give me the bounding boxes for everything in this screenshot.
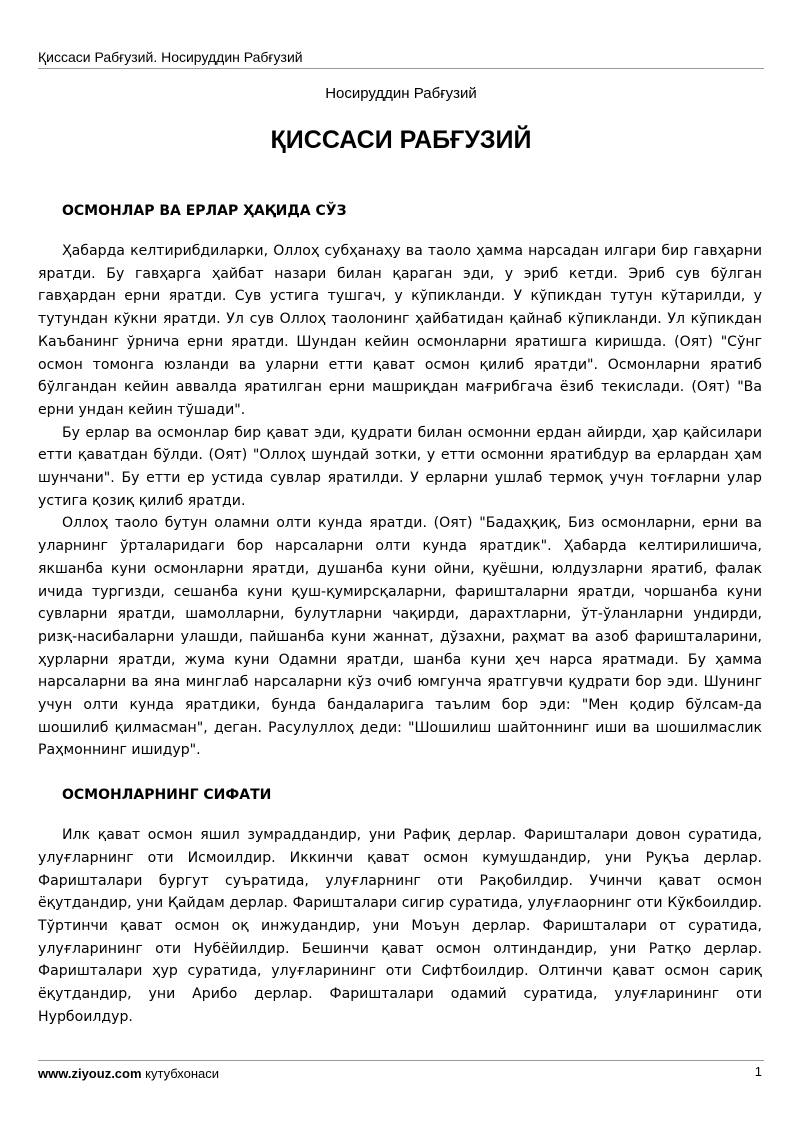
paragraph: Бу ерлар ва осмонлар бир қават эди, қудрати билан осмонни ердан айирди, ҳар қайсилари етти қаватдан бўлди. (Оят) "Оллоҳ шундай зотки, у етти осмонни яратибдур ва ерлардан ҳам шунчани". Бу етти ер устида сувлар яратилди. У ерларни ушлаб термоқ учун тоғларни улар устига қозиқ қилиб яратди. xyxy=(38,424,762,509)
footer-site-link[interactable]: www.ziyouz.com xyxy=(38,1066,142,1081)
footer-library-label: кутубхонаси xyxy=(141,1066,219,1081)
author-name: Носируддин Рабғузий xyxy=(325,85,477,102)
paragraph: Ҳабарда келтирибдиларки, Оллоҳ субҳанаҳу ва таоло ҳамма нарсадан илгари бир гавҳарни яратди. Бу гавҳарга ҳайбат назари билан қараган эди, у эриб кетди. Эриб сув бўлган гавҳардан ерни яратди. Сув устига тушгач, у кўпикланди. У кўпикдан тутун кўтарилди, у тутундан кўкни яратди. Ул сув Оллоҳ таолонинг ҳайбатидан қайнаб кўпикланди. Ул кўпикдан Каъбанинг ўрнича ерни яратди. Шундан кейин осмонларни яратишга киришда. (Оят) "Сўнг осмон томонга юзланди ва уларни етти қават осмон қилиб яратди". Осмонларни яратиб бўлгандан кейин аввалда яратилган ерни машриқдан мағрибгача ёзиб текислади. (Оят) "Ва ерни ундан кейин тўшади". xyxy=(38,243,762,418)
page-number: 1 xyxy=(754,1064,762,1079)
paragraph: Оллоҳ таоло бутун оламни олти кунда яратди. (Оят) "Бадаҳқиқ, Биз осмонларни, ерни ва уларнинг ўрталаридаги бор нарсаларни олти кунда яратдик". Ҳабарда келтирилишича, якшанба куни осмонларни яратди, душанба куни ойни, қуёшни, юлдузларни яратиб, фалак ичида тургизди, сешанба куни қуш-қумирсқаларни, фаришталарни яратди, чоршанба куни сувларни яратди, шамолларни, булутларни чақирди, дарахтларни, ўт-ўланларни ундирди, ризқ-насибаларни улашди, пайшанба куни жаннат, дўзахни, раҳмат ва азоб фаришталарини, ҳурларни яратди, жума куни Одамни яратди, шанба куни ҳеч нарса яратмади. Бу ҳамма нарсаларни ва яна минглаб нарсаларни кўз очиб юмгунча яратгувчи қудрати бор эди. Шунинг учун олти кунда яратдики, бунда бандаларига таълим бор эди: "Мен қодир бўлсам-да шошилиб қилмасман", деган. Расулуллоҳ деди: "Шошилиш шайтоннинг иши ва шошилмаслик Раҳмоннинг ишидур". xyxy=(38,515,762,759)
paragraph: Илк қават осмон яшил зумраддандир, уни Рафиқ дерлар. Фаришталари довон суратида, улуғларнинг оти Исмоилдир. Иккинчи қават осмон кумушдандир, уни Руқъа дерлар. Фаришталари бургут суъратида, улуғларнинг оти Рақобилдир. Учинчи қават осмон ёқутдандир, уни Қайдам дерлар. Фаришталари сигир суратида, улуғлаорнинг оти Кўкбоилдир. Тўртинчи қават осмон оқ инжудандир, уни Моъун дерлар. Фаришталари от суратида, улуғларининг оти Нубёйилдир. Бешинчи қават осмон олтиндандир, уни Ратқо дерлар. Фаришталари ҳур суратида, улуғларининг оти Сифтбоилдир. Олтинчи қават осмон сариқ ёқутдандир, уни Арибо дерлар. Фаришталари одамий суратида, улуғларининг оти Нурбоилдур. xyxy=(38,827,762,1025)
running-header: Қиссаси Рабғузий. Носируддин Рабғузий xyxy=(38,49,303,65)
section-heading: ОСМОНЛАР ВА ЕРЛАР ҲАҚИДА СЎЗ xyxy=(62,203,347,219)
document-body xyxy=(38,200,762,1029)
footer-credit xyxy=(38,1066,219,1082)
document-title: ҚИССАСИ РАБҒУЗИЙ xyxy=(270,126,532,154)
header-divider xyxy=(38,68,764,69)
section-heading: ОСМОНЛАРНИНГ СИФАТИ xyxy=(62,787,272,804)
footer-divider xyxy=(38,1060,764,1061)
